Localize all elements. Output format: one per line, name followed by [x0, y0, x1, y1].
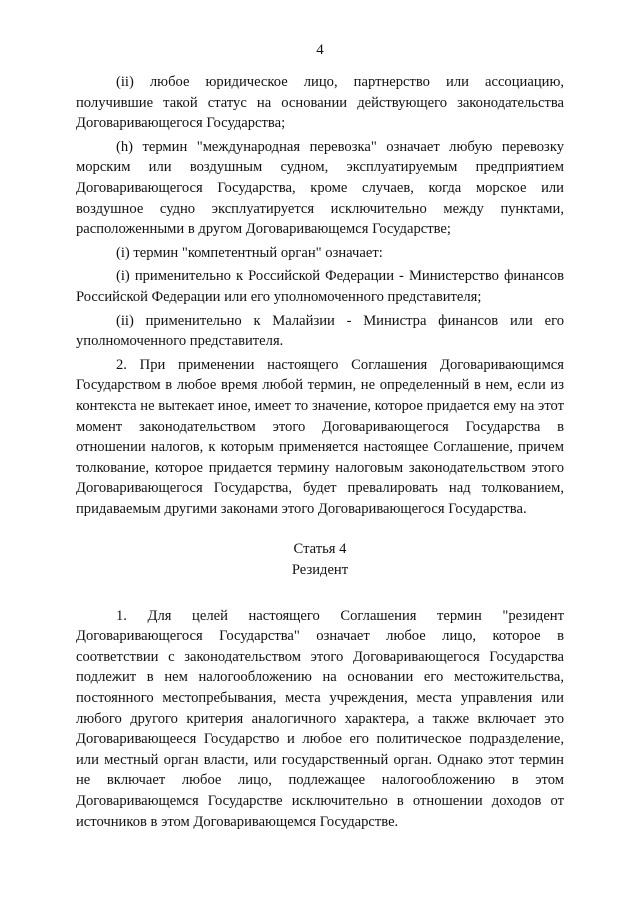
paragraph-i-competent-authority: (i) термин "компетентный орган" означает:: [116, 244, 383, 261]
paragraph-1-resident-definition: 1. Для целей настоящего Соглашения термин "резидент Договаривающегося Государства" означает любое лицо, которое в соответствии с законодательством этого Договаривающегося Государства подлежит в нем налогообложению на основании его местожительства, постоянного местопребывания, места учреждения, места управления или любого другого критерия аналогичного характера, а также включает это Договаривающееся Государство и любое его политическое подразделение, или местный орган власти, или государственный орган. Однако этот термин не включает любое лицо, подлежащее налогообложению в этом Договаривающемся Государстве исключительно в отношении доходов от источников в этом Договаривающемся Государстве.: [76, 607, 564, 830]
paragraph-h-international-traffic: (h) термин "международная перевозка" означает любую перевозку морским или воздушным судном, эксплуатируемым предприятием Договаривающегося Государства, кроме случаев, когда морское или воздушное судно эксплуатируется исключительно между пунктами, расположенными в другом Договаривающемся Государстве;: [76, 138, 564, 238]
article-number: Статья 4: [293, 541, 347, 558]
paragraph-i-russian-federation: (i) применительно к Российской Федерации - Министерство финансов Российской Федерации или его уполномоченного представителя;: [76, 268, 564, 305]
page-number: 4: [316, 42, 324, 58]
article-heading: [76, 539, 564, 580]
article-title: Резидент: [291, 562, 349, 579]
paragraph-ii-legal-entity: (ii) любое юридическое лицо, партнерство или ассоциацию, получившие такой статус на основании действующего законодательства Договаривающегося Государства;: [76, 74, 564, 132]
paragraph-2-undefined-terms: 2. При применении настоящего Соглашения Договаривающимся Государством в любое время любой термин, не определенный в нем, если из контекста не вытекает иное, имеет то значение, которое придается ему на этот момент законодательством этого Договаривающегося Государства в отношении налогов, к которым применяется настоящее Соглашение, причем толкование, которое придается термину налоговым законодательством этого Договаривающегося Государства, будет превалировать над толкованием, придаваемым другими законами этого Договаривающегося Государства.: [76, 356, 564, 517]
paragraph-ii-malaysia: (ii) применительно к Малайзии - Министра финансов или его уполномоченного представителя.: [76, 312, 564, 350]
